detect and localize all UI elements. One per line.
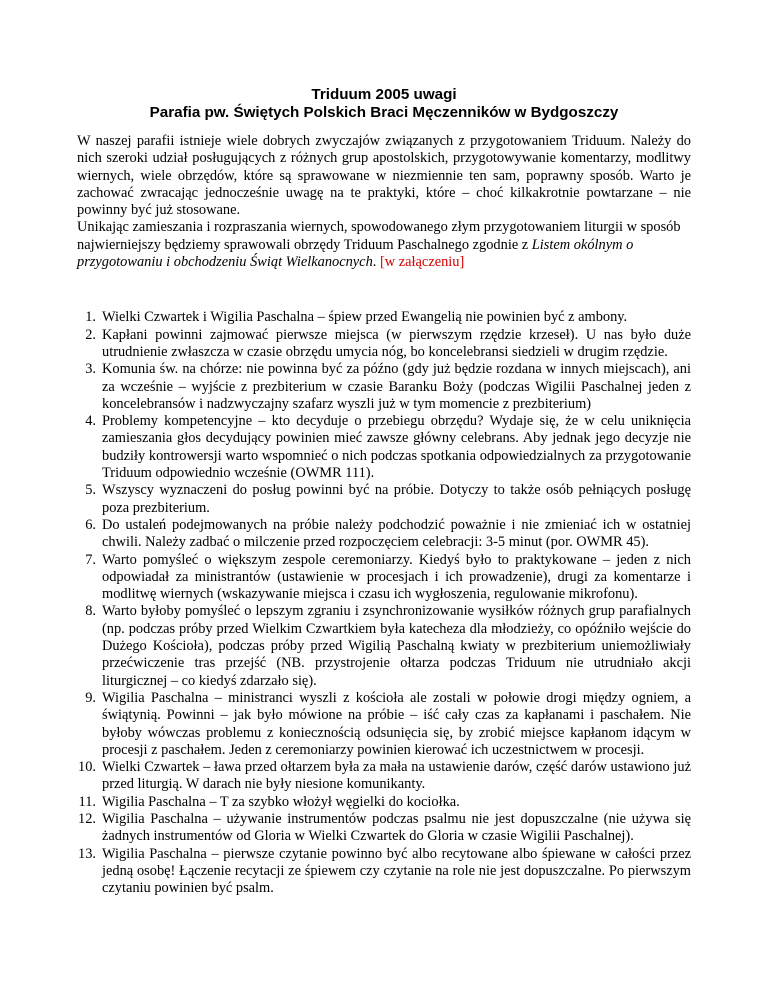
- item-text: Wigilia Paschalna – T za szybko włożył węgielki do kociołka.: [102, 793, 460, 810]
- item-text: Wielki Czwartek – ława przed ołtarzem była za mała na ustawienie darów, część darów ustawiono już przed liturgią. W darach nie były niesione komunikanty.: [102, 759, 691, 793]
- item-text: Komunia św. na chórze: nie powinna być za późno (gdy już będzie rozdana w innych miejscach), ani za wcześnie – wyjście z prezbiterium w czasie Baranku Boży (podczas Wigilii Paschalnej jeden z koncelebransów i nadzwyczajny szafarz wyszli już w tym momencie z prezbiterium): [102, 361, 691, 412]
- intro-paragraph: W naszej parafii istnieje wiele dobrych zwyczajów związanych z przygotowaniem Triduum. Należy do nich szeroki udział posługujących z różnych grup apostolskich, przygotowywanie komentarzy, modlitwy wiernych, wiele obrzędów, które są sprawowane w niezmiennie ten sam, poprawny sposób. Warto je zachować zwracając jednocześnie uwagę na te praktyki, które – choć kilkakrotnie powtarzane – nie powinny być już stosowane.: [77, 133, 691, 219]
- item-text: Wigilia Paschalna – ministranci wyszli z kościoła ale zostali w połowie drogi między ogniem, a świątynią. Powinni – jak było mówione na próbie – iść cały czas za kapłanami i paschałem. Nie byłoby wówczas problemu z koniecznością odsunięcia się, by zrobić miejsce kapłanom idącym w procesji z paschałem. Jeden z ceremoniarzy powinien kierować ich uczestnictwem w procesji.: [102, 689, 691, 758]
- item-number: 9.: [85, 689, 96, 706]
- remarks-list: [77, 309, 691, 897]
- item-number: 1.: [85, 309, 96, 326]
- list-item: [77, 413, 691, 482]
- intro-end: .: [372, 254, 380, 271]
- letter-reference: Listem okólnym o przygotowaniu i obchodzeniu Świąt Wielkanocnych: [77, 236, 634, 271]
- item-number: 4.: [85, 413, 96, 430]
- item-text: Warto byłoby pomyśleć o lepszym zgraniu i zsynchronizowanie wysiłków różnych grup parafialnych (np. podczas próby przed Wielkim Czwartkiem była katecheza dla młodzieży, co opóźniło wejście do Dużego Kościoła), podczas próby przed Wigilią Paschalną kwiaty w prezbiterium uniemożliwiały przećwiczenie tras przejść (NB. przystrojenie ołtarza podczas Triduum nie utrudniało akcji liturgicznej – co kiedyś zdarzało się).: [102, 603, 691, 689]
- list-item: [77, 811, 691, 846]
- list-item: [77, 846, 691, 898]
- list-item: [77, 309, 691, 326]
- item-text: Do ustaleń podejmowanych na próbie należy podchodzić poważnie i nie zmieniać ich w ostatniej chwili. Należy zadbać o milczenie przed rozpoczęciem celebracji: 3-5 minut (por. OWMR 45).: [102, 516, 691, 551]
- item-text: Warto pomyśleć o większym zespole ceremoniarzy. Kiedyś było to praktykowane – jeden z nich odpowiadał za ministrantów (ustawienie w procesjach i ich prowadzenie), drugi za komentarze i modlitwę wiernych (wskazywanie miejsca i czasu ich wygłoszenia, regulowanie mikrofonu).: [102, 551, 691, 603]
- attachment-note: [w załączeniu]: [379, 254, 465, 271]
- item-number: 5.: [85, 482, 96, 499]
- item-text: Wigilia Paschalna – używanie instrumentów podczas psalmu nie jest dopuszczalne (nie używa się żadnych instrumentów od Gloria w Wielki Czwartek do Gloria w czasie Wigilii Paschalnej).: [102, 810, 691, 845]
- list-item: [77, 482, 691, 517]
- document-subtitle: Parafia pw. Świętych Polskich Braci Męczenników w Bydgoszczy: [149, 104, 619, 121]
- document-title: Triduum 2005 uwagi: [311, 86, 457, 103]
- document-body: [77, 133, 691, 897]
- item-number: 13.: [78, 845, 96, 862]
- intro-text: Unikając zamieszania i rozpraszania wiernych, spowodowanego złym przygotowaniem liturgii w sposób najwierniejszy będziemy sprawowali obrzędy Triduum Paschalnego zgodnie z: [77, 219, 681, 253]
- intro-paragraph-2: [77, 219, 691, 271]
- item-number: 2.: [85, 326, 96, 343]
- item-text: Wielki Czwartek i Wigilia Paschalna – śpiew przed Ewangelią nie powinien być z ambony.: [102, 309, 628, 326]
- list-item: [77, 517, 691, 552]
- item-number: 6.: [85, 516, 96, 533]
- list-item: [77, 361, 691, 413]
- item-text: Kapłani powinni zajmować pierwsze miejsca (w pierwszym rzędzie krzeseł). U nas było duże utrudnienie zwłaszcza w czasie obrzędu umycia nóg, bo koncelebransi siedzieli w drugim rzędzie.: [102, 326, 691, 360]
- list-item: [77, 690, 691, 759]
- item-text: Wszyscy wyznaczeni do posług powinni być na próbie. Dotyczy to także osób pełniących posługę poza prezbiterium.: [102, 482, 691, 516]
- item-number: 7.: [85, 551, 96, 568]
- list-item: [77, 327, 691, 362]
- item-number: 11.: [78, 793, 96, 810]
- item-text: Wigilia Paschalna – pierwsze czytanie powinno być albo recytowane albo śpiewane w całości przez jedną osobę! Łączenie recytacji ze śpiewem czy czytanie na role nie jest dopuszczalne. Po pierwszym czytaniu powinien być psalm.: [102, 845, 691, 897]
- item-number: 12.: [78, 810, 96, 827]
- list-item: [77, 552, 691, 604]
- item-number: 10.: [78, 759, 96, 776]
- item-number: 3.: [85, 361, 96, 378]
- list-item: [77, 603, 691, 689]
- item-number: 8.: [85, 603, 96, 620]
- list-item: [77, 759, 691, 794]
- item-text: Problemy kompetencyjne – kto decyduje o przebiegu obrzędu? Wydaje się, że w celu uniknięcia zamieszania głos decydujący powinien mieć zawsze główny celebrans. Aby jednak jego decyzje nie budziły kontrowersji warto wspomnieć o nich podczas spotkania odpowiedzialnych za przygotowanie Triduum odpowiednio wcześnie (OWMR 111).: [102, 413, 691, 482]
- list-item: [77, 794, 691, 811]
